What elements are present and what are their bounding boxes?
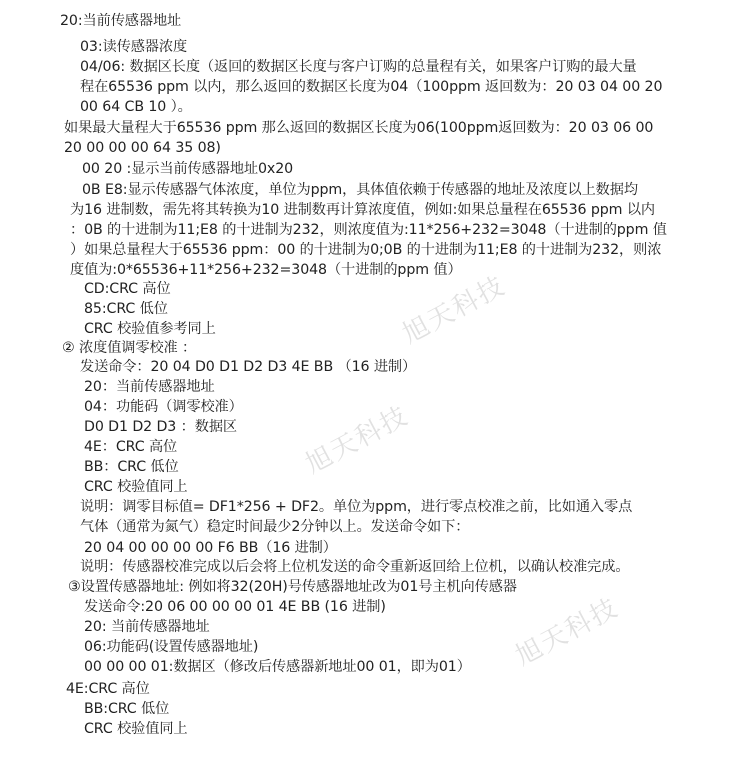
- text-line: 4E：CRC 高位: [84, 439, 178, 455]
- watermark: 旭天科技: [300, 400, 414, 480]
- text-line: 4E:CRC 高位: [66, 681, 150, 697]
- text-line: 气体（通常为氮气）稳定时间最少2分钟以上。发送命令如下：: [80, 519, 470, 535]
- text-line: 20 00 00 00 64 35 08): [64, 140, 221, 156]
- text-line: 发送命令:20 06 00 00 00 01 4E BB (16 进制): [84, 599, 386, 615]
- text-line: 说明：传感器校准完成以后会将上位机发送的命令重新返回给上位机，以确认校准完成。: [80, 559, 630, 575]
- text-line: CRC 校验值参考同上: [84, 321, 216, 337]
- text-line: 20: 当前传感器地址: [84, 619, 210, 635]
- text-line: D0 D1 D2 D3 ：数据区: [84, 419, 237, 435]
- text-line: 为16 进制数，需先将其转换为10 进制数再计算浓度值，例如:如果总量程在65536 ppm 以内: [70, 202, 655, 218]
- section-heading: ② 浓度值调零校准 ：: [62, 340, 197, 356]
- text-line: 20 04 00 00 00 00 F6 BB（16 进制）: [84, 540, 337, 556]
- text-line: 00 64 CB 10 ）。: [80, 99, 192, 115]
- text-line: 如果最大量程大于65536 ppm 那么返回的数据区长度为06(100ppm返回数为：20 03 06 00: [64, 120, 654, 136]
- text-line: ：0B 的十进制为11;E8 的十进制为232，则浓度值为:11*256+232=3048（十进制的ppm 值: [70, 222, 667, 238]
- text-line: 说明：调零目标值= DF1*256 + DF2。单位为ppm，进行零点校准之前，比如通入零点: [80, 499, 633, 515]
- text-line: 04/06: 数据区长度（返回的数据区长度与客户订购的总量程有关，如果客户订购的最大量: [80, 59, 637, 75]
- watermark: 旭天科技: [510, 592, 624, 672]
- section-heading: ③设置传感器地址: 例如将32(20H)号传感器地址改为01号主机向传感器: [68, 579, 517, 595]
- text-line: 发送命令：20 04 D0 D1 D2 D3 4E BB （16 进制）: [80, 359, 417, 375]
- watermark: 旭天科技: [397, 270, 511, 350]
- text-line: 06:功能码(设置传感器地址): [84, 639, 259, 655]
- text-line: 00 00 00 01:数据区（修改后传感器新地址00 01，即为01）: [84, 659, 471, 675]
- text-line: 85:CRC 低位: [84, 301, 168, 317]
- text-line: CD:CRC 高位: [84, 281, 171, 297]
- text-line: BB：CRC 低位: [84, 459, 179, 475]
- text-line: BB:CRC 低位: [84, 701, 170, 717]
- text-line: 度值为:0*65536+11*256+232=3048（十进制的ppm 值）: [70, 262, 462, 278]
- text-line: 20：当前传感器地址: [84, 379, 215, 395]
- text-line: CRC 校验值同上: [84, 721, 188, 737]
- text-line: 00 20 :显示当前传感器地址0x20: [82, 161, 294, 177]
- text-line: 03:读传感器浓度: [80, 39, 188, 55]
- text-line: CRC 校验值同上: [84, 479, 188, 495]
- text-line: 20:当前传感器地址: [60, 13, 182, 29]
- text-line: 程在65536 ppm 以内，那么返回的数据区长度为04（100ppm 返回数为：20 03 04 00 20: [80, 79, 663, 95]
- text-line: 0B E8:显示传感器气体浓度，单位为ppm，具体值依赖于传感器的地址及浓度以上数据均: [82, 182, 638, 198]
- text-line: 04：功能码（调零校准）: [84, 399, 243, 415]
- text-line: ）如果总量程大于65536 ppm：00 的十进制为0;0B 的十进制为11;E8 的十进制为232，则浓: [70, 242, 662, 258]
